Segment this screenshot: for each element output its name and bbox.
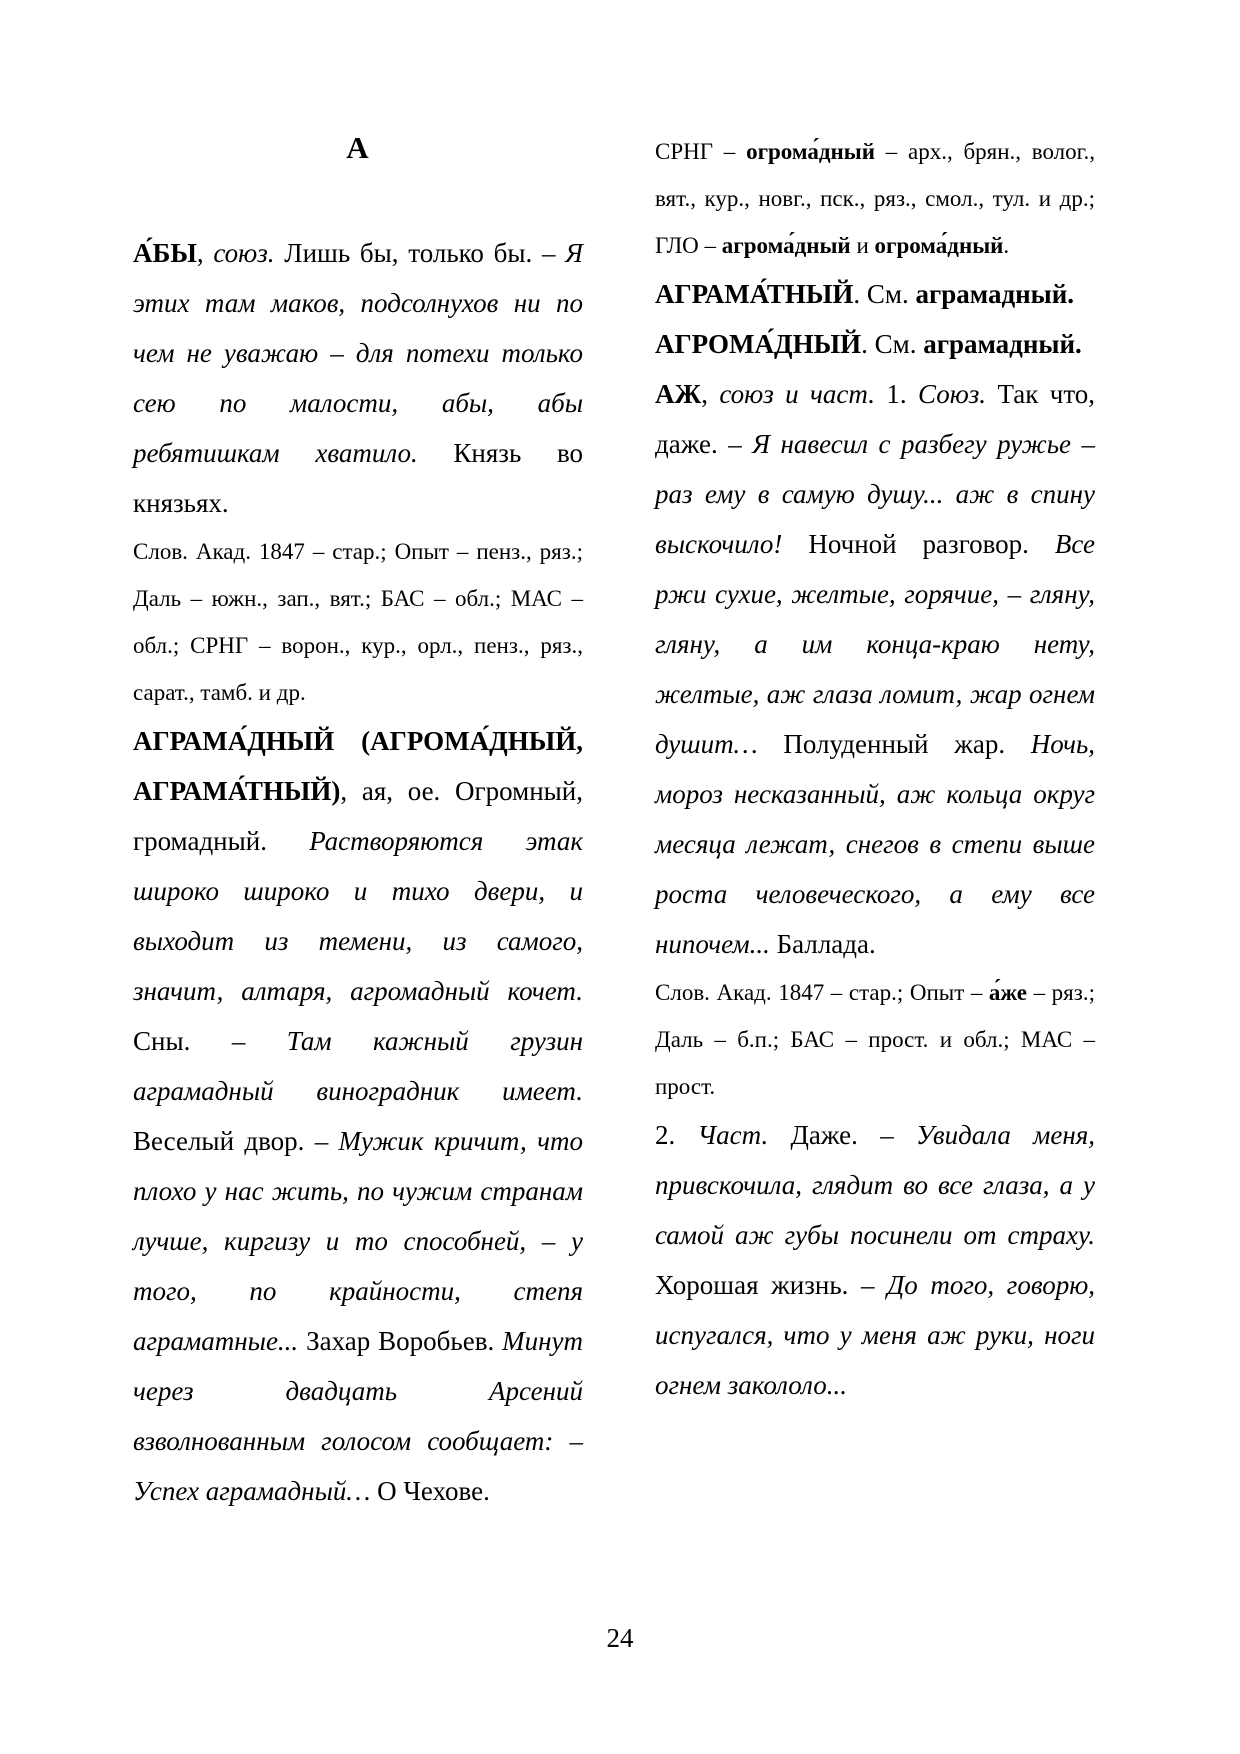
text-run: Баллада.	[769, 929, 876, 959]
text-run: – До того, говорю, испугался, что у меня аж руки, ноги огнем закололо...	[655, 1270, 1095, 1400]
entry-azh-part2	[655, 1110, 1095, 1410]
entry-azh	[655, 369, 1095, 969]
text-run: . См.	[861, 329, 924, 359]
text-run: – Я навесил с разбегу ружье – раз ему в самую душу... аж в спину выскочило!	[655, 429, 1095, 559]
text-run: ,	[701, 379, 720, 409]
text-run: Захар Воробьев.	[298, 1326, 503, 1356]
text-run: аграмадный.	[923, 329, 1082, 359]
text-run: аграмадный.	[915, 279, 1075, 309]
text-run: ,	[196, 238, 214, 268]
text-run: О Чехове.	[370, 1476, 490, 1506]
entry-agramatnyy	[655, 269, 1095, 319]
entry-agramadnyy	[133, 716, 583, 1516]
left-column-paragraphs	[133, 228, 583, 1516]
text-run: Растворяются этак широко широко и тихо двери, и выходит из темени, из самого, значит, алтаря, агромадный кочет.	[133, 826, 583, 1006]
text-run: 2.	[655, 1120, 698, 1150]
entry-azh-sources	[655, 969, 1095, 1110]
text-run: Част.	[697, 1120, 769, 1150]
text-run: Сны.	[133, 1026, 232, 1056]
text-run: СРНГ –	[655, 139, 747, 164]
text-run: 1.	[874, 379, 919, 409]
entry-aby-sources	[133, 528, 583, 716]
text-run: – арх., брян., волог., вят., кур., новг., пск., ряз., смол., тул. и др.; ГЛО –	[655, 139, 1096, 258]
text-run: А́БЫ	[133, 238, 197, 268]
text-run: Хорошая жизнь.	[655, 1270, 861, 1300]
entry-agromadnyy	[655, 319, 1095, 369]
text-run: Минут через двадцать Арсений взволнованным голосом сообщает: – Успех аграмадный…	[133, 1326, 583, 1506]
right-column	[655, 128, 1095, 1410]
text-run: АГРОМА́ДНЫЙ	[655, 329, 862, 359]
text-run: . См.	[853, 279, 916, 309]
text-run: – Я этих там маков, подсолнухов ни по чем не уважаю – для потехи только сею по малости, абы, абы ребятишкам хватило.	[133, 238, 583, 468]
text-run: – Мужик кричит, что плохо у нас жить, по чужим странам лучше, киргизу и то способней, – у того, по крайности, степя аграматные...	[133, 1126, 583, 1356]
text-run: .	[1003, 233, 1010, 258]
entry-agramadnyy-sources-continued	[655, 128, 1095, 269]
text-run: – ряз.; Даль – б.п.; БАС – прост. и обл.; МАС – прост.	[655, 980, 1095, 1099]
text-run: Союз.	[918, 379, 987, 409]
entry-aby	[133, 228, 583, 528]
text-run: союз и част.	[719, 379, 875, 409]
left-column	[133, 128, 583, 1516]
text-run: АГРАМА́ТНЫЙ	[655, 279, 854, 309]
text-run: и	[850, 233, 875, 258]
section-letter-heading: А	[346, 130, 370, 165]
text-run: огрома́дный	[874, 233, 1004, 258]
text-run: Ночь, мороз несказанный, аж кольца округ месяца лежат, снегов в степи выше роста человеческого, а ему все нипочем...	[655, 729, 1095, 959]
text-run: Слов. Акад. 1847 – стар.; Опыт –	[655, 980, 989, 1005]
page-number: 24	[606, 1623, 634, 1653]
text-run: Даже.	[768, 1120, 881, 1150]
text-run: огрома́дный	[746, 139, 875, 164]
text-run: АЖ	[655, 379, 702, 409]
text-run: Все ржи сухие, желтые, горячие, – гляну, гляну, а им конца-краю нету, желтые, аж глаза ломит, жар огнем душит…	[655, 529, 1095, 759]
text-run: – Там кажный грузин аграмадный виноградник имеет.	[133, 1026, 583, 1106]
right-column-paragraphs	[655, 128, 1095, 1410]
text-run: – Увидала меня, привскочила, глядит во все глаза, а у самой аж губы посинели от страху.	[655, 1120, 1096, 1250]
text-run: АГРАМА́ДНЫЙ (АГРОМА́ДНЫЙ, АГРАМА́ТНЫЙ)	[133, 726, 583, 806]
text-run: Так что, даже.	[655, 379, 1096, 459]
text-run: а́же	[988, 980, 1028, 1005]
text-run: , ая, ое. Огромный, громадный.	[133, 776, 583, 856]
text-run: Веселый двор.	[133, 1126, 315, 1156]
text-run: Слов. Акад. 1847 – стар.; Опыт – пенз., ряз.; Даль – южн., зап., вят.; БАС – обл.; МАС – обл.; СРНГ – ворон., кур., орл., пенз., ряз., сарат., тамб. и др.	[133, 539, 583, 705]
text-run: Полуденный жар.	[757, 729, 1031, 759]
text-run: Ночной разговор.	[782, 529, 1055, 559]
text-run: Князь во князьях.	[133, 438, 584, 518]
text-run: Лишь бы, только бы.	[274, 238, 542, 268]
text-run: союз.	[213, 238, 275, 268]
text-run: агрома́дный	[721, 233, 851, 258]
